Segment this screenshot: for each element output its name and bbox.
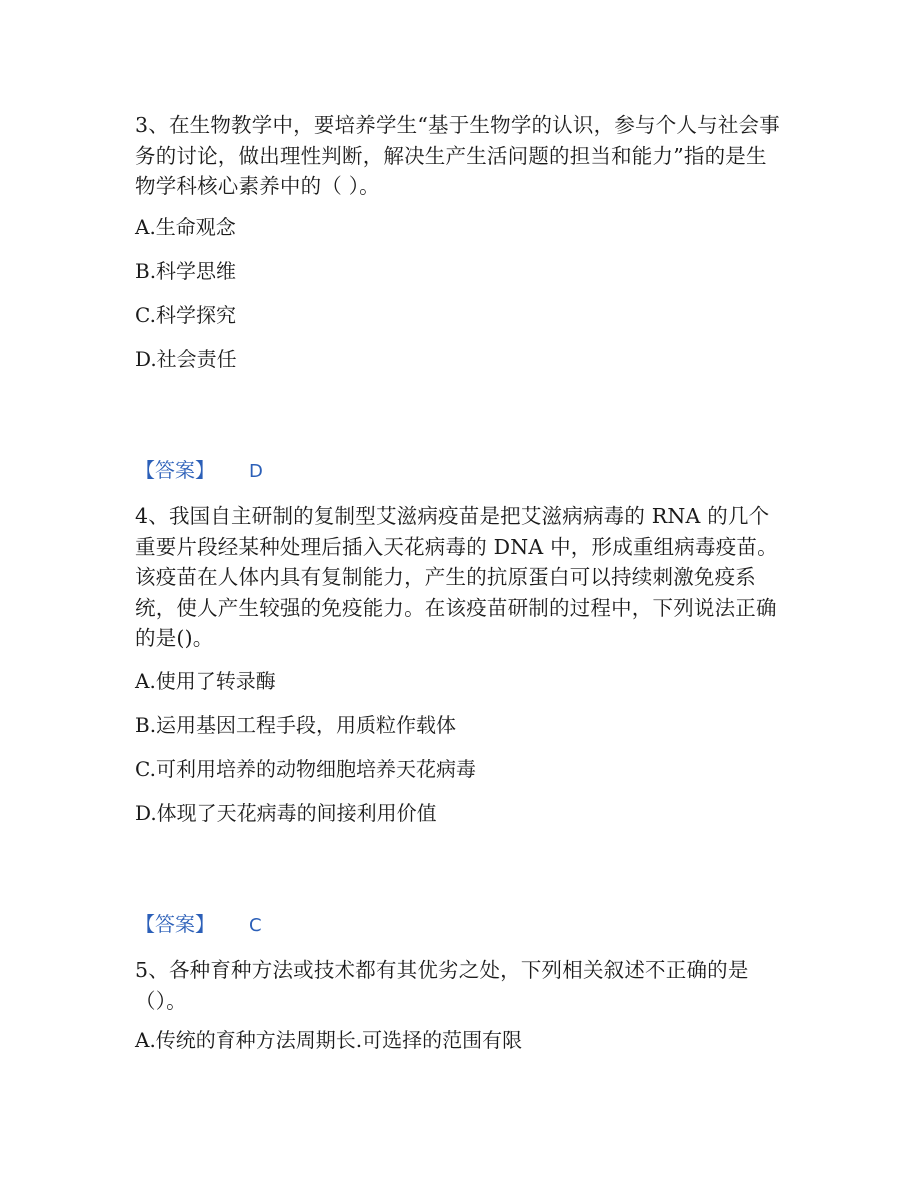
question-3-answer	[135, 457, 263, 485]
question-4-option-b: B.运用基因工程手段，用质粒作载体	[135, 713, 457, 737]
question-3-option-d: D.社会责任	[135, 347, 237, 371]
question-4-option-a: A.使用了转录酶	[135, 669, 276, 693]
question-5-option-a: A.传统的育种方法周期长.可选择的范围有限	[135, 1028, 523, 1052]
answer-label: 【答案】	[135, 912, 215, 936]
question-4-stem: 4、我国自主研制的复制型艾滋病疫苗是把艾滋病病毒的 RNA 的几个重要片段经某种处理后插入天花病毒的 DNA 中，形成重组病毒疫苗。该疫苗在人体内具有复制能力，产生的抗原蛋白可以持续刺激免疫系统，使人产生较强的免疫能力。在该疫苗研制的过程中，下列说法正确的是()。	[135, 504, 778, 650]
question-4-option-c: C.可利用培养的动物细胞培养天花病毒	[135, 757, 476, 781]
answer-label: 【答案】	[135, 458, 215, 482]
question-3-stem: 3、在生物教学中，要培养学生“基于生物学的认识，参与个人与社会事务的讨论，做出理性判断，解决生产生活问题的担当和能力”指的是生物学科核心素养中的（ ）。	[135, 113, 780, 198]
answer-value: C	[249, 915, 262, 936]
answer-value: D	[249, 461, 263, 482]
question-4-answer	[135, 911, 262, 939]
question-5-stem: 5、各种育种方法或技术都有其优劣之处，下列相关叙述不正确的是（）。	[135, 958, 749, 1013]
question-4-option-d: D.体现了天花病毒的间接利用价值	[135, 801, 437, 825]
question-3-option-c: C.科学探究	[135, 303, 236, 327]
question-3-option-b: B.科学思维	[135, 259, 237, 283]
question-3-option-a: A.生命观念	[135, 215, 236, 239]
